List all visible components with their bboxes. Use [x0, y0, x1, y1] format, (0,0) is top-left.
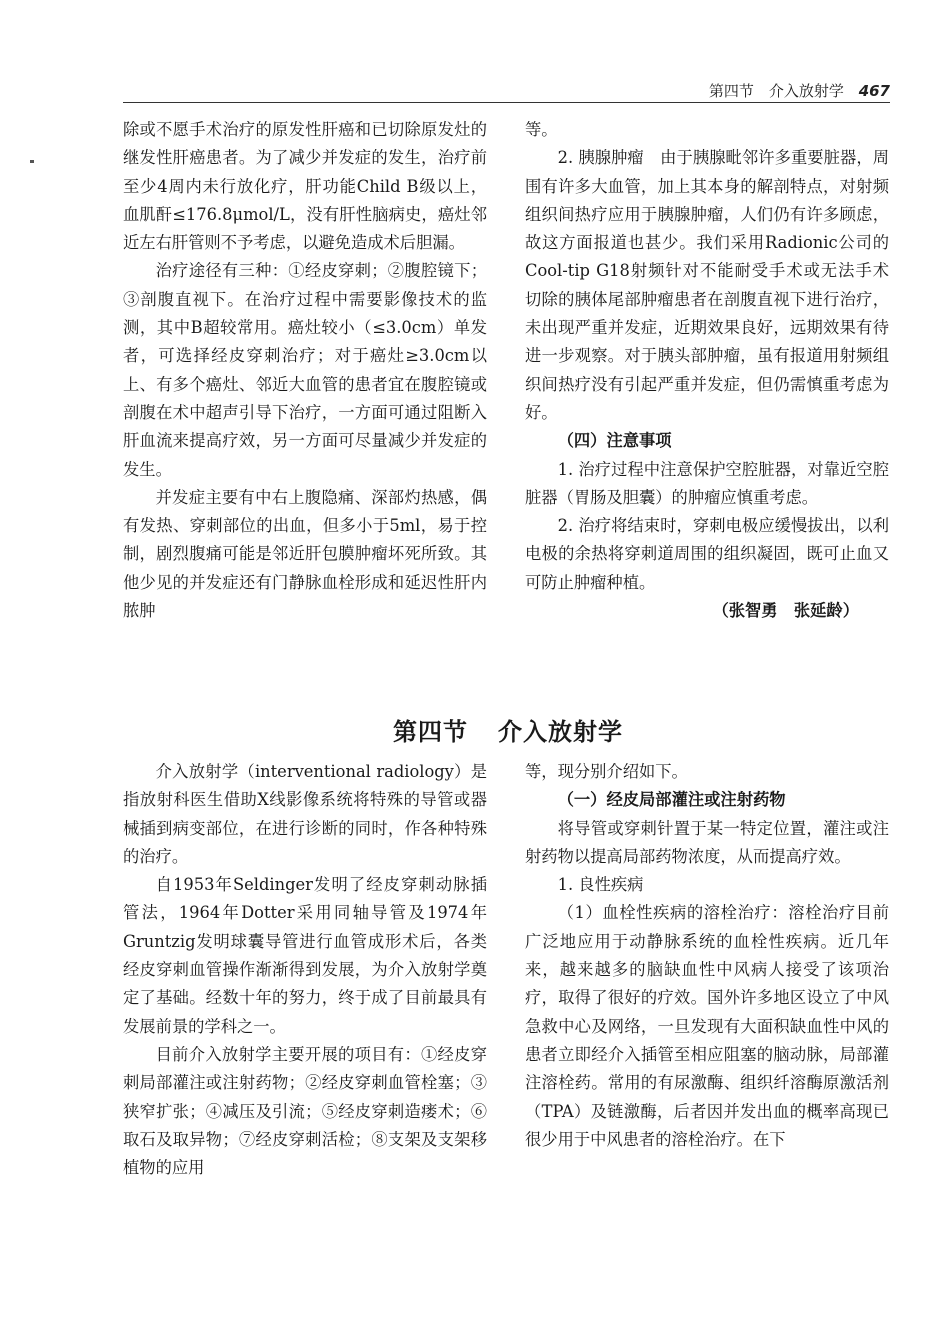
paragraph: 将导管或穿刺针置于某一特定位置，灌注或注射药物以提高局部药物浓度，从而提高疗效。 — [525, 818, 889, 866]
subsection-heading: （一）经皮局部灌注或注射药物 — [557, 790, 786, 810]
top-left-column — [123, 116, 487, 625]
paragraph: 2. 治疗将结束时，穿刺电极应缓慢拔出，以利电极的余热将穿刺道周围的组织凝固，既可止血又可防止肿瘤种植。 — [525, 516, 889, 592]
author-credit: （张智勇 张延龄） — [712, 601, 859, 621]
page-number: 467 — [858, 82, 890, 100]
paragraph: 目前介入放射学主要开展的项目有：①经皮穿刺局部灌注或注射药物；②经皮穿刺血管栓塞；③狭窄扩张；④减压及引流；⑤经皮穿刺造瘘术；⑥取石及取异物；⑦经皮穿刺活检；⑧支架及支架移植物的应用 — [123, 1044, 487, 1178]
paragraph: 1. 治疗过程中注意保护空腔脏器，对靠近空腔脏器（胃肠及胆囊）的肿瘤应慎重考虑。 — [525, 459, 889, 507]
section-title — [0, 712, 950, 747]
running-title: 第四节 介入放射学 — [708, 82, 844, 100]
running-head — [600, 80, 890, 102]
top-right-column — [525, 116, 889, 625]
paragraph: 等。 — [525, 120, 558, 139]
bottom-right-column — [525, 758, 889, 1154]
paragraph: 并发症主要有中右上腹隐痛、深部灼热感，偶有发热、穿刺部位的出血，但多小于5ml，易于控制，剧烈腹痛可能是邻近肝包膜肿瘤坏死所致。其他少见的并发症还有门静脉血栓形成和延迟性肝内脓肿 — [123, 487, 487, 621]
section-number: 第四节 — [393, 718, 468, 746]
paragraph: 自1953年Seldinger发明了经皮穿刺动脉插管法，1964年Dotter采用同轴导管及1974年Gruntzig发明球囊导管进行血管成形术后，各类经皮穿刺血管操作渐渐得到发展，为介入放射学奠定了基础。经数十年的努力，终于成了目前最具有发展前景的学科之一。 — [123, 875, 487, 1036]
paragraph: 等，现分别介绍如下。 — [525, 762, 688, 781]
subsection-heading: （四）注意事项 — [557, 431, 672, 451]
margin-mark — [30, 160, 34, 163]
paragraph: 治疗途径有三种：①经皮穿刺；②腹腔镜下；③剖腹直视下。在治疗过程中需要影像技术的监测，其中B超较常用。癌灶较小（≤3.0cm）单发者，可选择经皮穿刺治疗；对于癌灶≥3.0cm以上、有多个癌灶、邻近大血管的患者宜在腹腔镜或剖腹在术中超声引导下治疗，一方面可通过阻断入肝血流来提高疗效，另一方面可尽量减少并发症的发生。 — [123, 261, 487, 479]
section-name: 介入放射学 — [498, 718, 623, 746]
paragraph: 2. 胰腺肿瘤 由于胰腺毗邻许多重要脏器，周围有许多大血管，加上其本身的解剖特点，对射频组织间热疗应用于胰腺肿瘤，人们仍有许多顾虑，故这方面报道也甚少。我们采用Radionic公司的Cool-tip G18射频针对不能耐受手术或无法手术切除的胰体尾部肿瘤患者在剖腹直视下进行治疗，未出现严重并发症，近期效果良好，远期效果有待进一步观察。对于胰头部肿瘤，虽有报道用射频组织间热疗没有引起严重并发症，但仍需慎重考虑为好。 — [525, 148, 889, 422]
sub-heading: 1. 良性疾病 — [557, 875, 644, 895]
header-rule — [123, 102, 890, 103]
bottom-left-column — [123, 758, 487, 1182]
paragraph: （1）血栓性疾病的溶栓治疗：溶栓治疗目前广泛地应用于动静脉系统的血栓性疾病。近几年来，越来越多的脑缺血性中风病人接受了该项治疗，取得了很好的疗效。国外许多地区设立了中风急救中心及网络，一旦发现有大面积缺血性中风的患者立即经介入插管至相应阻塞的脑动脉，局部灌注溶栓药。常用的有尿激酶、组织纤溶酶原激活剂（TPA）及链激酶，后者因并发出血的概率高现已很少用于中风患者的溶栓治疗。在下 — [525, 903, 889, 1149]
paragraph: 介入放射学（interventional radiology）是指放射科医生借助X线影像系统将特殊的导管或器械插到病变部位，在进行诊断的同时，作各种特殊的治疗。 — [123, 762, 487, 866]
paragraph: 除或不愿手术治疗的原发性肝癌和已切除原发灶的继发性肝癌患者。为了减少并发症的发生，治疗前至少4周内未行放化疗，肝功能Child B级以上，血肌酐≤176.8μmol/L，没有肝性脑病史，癌灶邻近左右肝管则不予考虑，以避免造成术后胆漏。 — [123, 120, 487, 253]
